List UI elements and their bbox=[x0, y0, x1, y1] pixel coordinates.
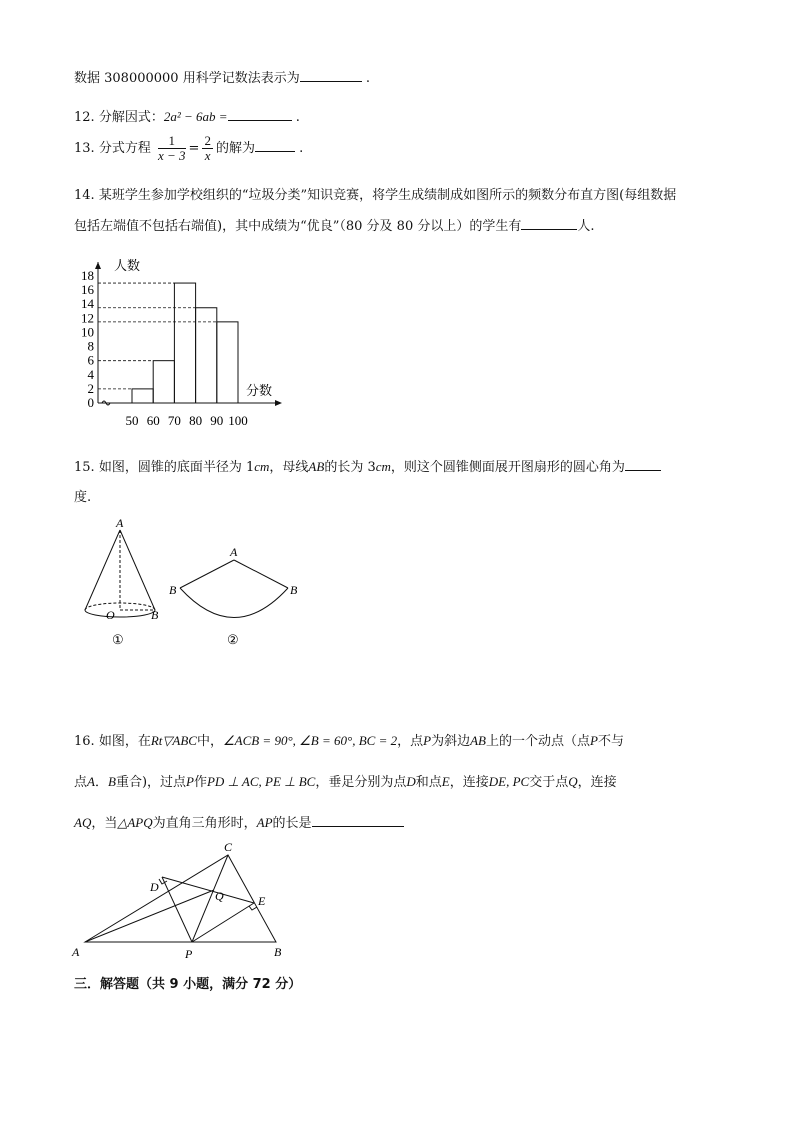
q16-text-2i: ，连接 bbox=[577, 775, 617, 790]
q14-line1: 某班学生参加学校组织的“垃圾分类”知识竞赛，将学生成绩制成如图所示的频数分布直方图(每组数据 bbox=[98, 188, 677, 203]
tri-label-e: E bbox=[258, 894, 266, 908]
cone-base-front bbox=[85, 610, 155, 617]
cone-figure bbox=[70, 512, 320, 652]
y-tick-label: 2 bbox=[87, 380, 94, 396]
q15-text-c: 的长为 3 bbox=[324, 460, 376, 475]
segment-pe bbox=[192, 903, 254, 942]
q16-text-1f: 不与 bbox=[597, 734, 624, 749]
triangle-figure bbox=[68, 838, 298, 963]
tri-label-p: P bbox=[185, 947, 193, 961]
q13-text: 分式方程 bbox=[98, 141, 151, 156]
q13-suffix: 的解为 bbox=[215, 141, 255, 156]
question-15-line1 bbox=[74, 456, 661, 475]
segment-de bbox=[162, 877, 254, 903]
q16-text-2e: ，垂足分别为点 bbox=[315, 775, 407, 790]
q16-text-1c: ，点 bbox=[397, 734, 424, 749]
q16-text-2f: 和点 bbox=[415, 775, 442, 790]
question-13 bbox=[74, 134, 303, 163]
q16-b: B bbox=[107, 774, 116, 789]
q16-q: Q bbox=[568, 774, 578, 789]
q13-fraction-left: $\frac{1}{x - 3}$ bbox=[157, 133, 186, 163]
q12-expression: 2a² − 6ab = bbox=[163, 109, 228, 124]
q16-e: E bbox=[441, 774, 450, 789]
sector-radius-right bbox=[234, 560, 288, 588]
q16-text-1b: 中， bbox=[196, 734, 223, 749]
q13-answer-blank bbox=[255, 139, 295, 152]
q15-answer-blank bbox=[625, 458, 661, 471]
y-tick-label: 0 bbox=[87, 395, 94, 410]
q15-unit-2: cm bbox=[375, 459, 391, 474]
sector-caption: ② bbox=[227, 632, 239, 647]
q16-text-2d: 作 bbox=[193, 775, 207, 790]
q16-text-2c: 重合)，过点 bbox=[115, 775, 187, 790]
histogram-bar bbox=[132, 389, 153, 403]
q16-number: 16. bbox=[74, 734, 95, 749]
x-axis-arrow bbox=[275, 400, 282, 406]
q12-text: 分解因式： bbox=[98, 110, 164, 125]
sector-label-a: A bbox=[230, 545, 238, 559]
q16-text-2h: 交于点 bbox=[529, 775, 569, 790]
q16-p2: P bbox=[590, 733, 598, 748]
question-16-line1 bbox=[74, 730, 624, 749]
q15-ab: AB bbox=[308, 459, 325, 474]
y-tick-label: 12 bbox=[81, 310, 94, 326]
y-axis-label: 人数 bbox=[114, 258, 141, 273]
x-axis-label: 分数 bbox=[246, 383, 273, 398]
triangle-abc bbox=[85, 855, 276, 942]
q16-text-3b: 为直角三角形时， bbox=[152, 816, 257, 831]
q16-answer-blank bbox=[312, 814, 404, 827]
q15-number: 15. bbox=[74, 460, 95, 475]
y-axis-arrow bbox=[95, 262, 101, 269]
q15-unit-1: cm bbox=[254, 459, 270, 474]
question-14-line1 bbox=[74, 184, 676, 203]
right-angle-mark-e bbox=[249, 906, 257, 910]
cone-label-b: B bbox=[151, 608, 159, 622]
question-16-line3 bbox=[74, 812, 404, 831]
q13-equals: = bbox=[188, 141, 200, 156]
sector-arc bbox=[180, 588, 288, 618]
q16-ab: AB bbox=[470, 733, 486, 748]
q16-p3: P bbox=[186, 774, 194, 789]
question-11 bbox=[74, 67, 370, 86]
question-15-line2 bbox=[74, 486, 91, 505]
q16-text-3a: ，当 bbox=[91, 816, 118, 831]
y-tick-label: 4 bbox=[87, 366, 94, 382]
q14-number: 14. bbox=[74, 188, 95, 203]
y-tick-label: 6 bbox=[87, 352, 94, 368]
x-tick-label: 50 bbox=[125, 413, 139, 428]
tri-label-a: A bbox=[72, 945, 80, 959]
q16-perpendiculars: PD ⊥ AC, PE ⊥ BC bbox=[206, 774, 316, 789]
x-tick-label: 90 bbox=[210, 413, 224, 428]
y-tick-label: 10 bbox=[81, 324, 94, 340]
question-16-line2 bbox=[74, 771, 617, 790]
q14-answer-blank bbox=[521, 217, 577, 230]
q16-text-2a: 点 bbox=[74, 775, 88, 790]
q15-line2: 度. bbox=[74, 490, 92, 505]
tri-label-d: D bbox=[150, 880, 159, 894]
y-tick-label: 14 bbox=[81, 296, 94, 312]
q16-condition: ∠ACB = 90°, ∠B = 60°, BC = 2 bbox=[222, 733, 398, 748]
frequency-histogram bbox=[70, 250, 310, 435]
histogram-bar bbox=[217, 322, 238, 403]
q16-text-1e: 上的一个动点（点 bbox=[485, 734, 590, 749]
q16-text-1a: 如图，在 bbox=[98, 734, 151, 749]
cone-label-o: O bbox=[106, 608, 115, 622]
q15-text-a: 如图，圆锥的底面半径为 1 bbox=[98, 460, 255, 475]
q16-p: P bbox=[423, 733, 432, 748]
q16-text-3c: 的长是 bbox=[272, 816, 312, 831]
q16-aq: AQ bbox=[74, 815, 92, 830]
q12-tail: . bbox=[295, 110, 300, 125]
q12-number: 12. bbox=[74, 110, 95, 125]
q15-text-d: ，则这个圆锥侧面展开图扇形的圆心角为 bbox=[390, 460, 625, 475]
y-tick-label: 16 bbox=[81, 282, 94, 298]
q13-number: 13. bbox=[74, 141, 95, 156]
x-tick-label: 100 bbox=[228, 413, 248, 428]
q16-de-pc: DE, PC bbox=[488, 774, 530, 789]
q16-text-1d: 为斜边 bbox=[431, 734, 471, 749]
tri-label-b: B bbox=[274, 945, 282, 959]
q16-apq: △APQ bbox=[117, 815, 153, 830]
y-tick-label: 18 bbox=[81, 268, 94, 283]
x-tick-label: 60 bbox=[146, 413, 160, 428]
q14-line2: 包括左端值不包括右端值)，其中成绩为“优良”（80 分及 80 分以上）的学生有 bbox=[74, 219, 522, 234]
cone-slant-right bbox=[120, 530, 155, 610]
segment-aq bbox=[85, 890, 214, 942]
section-3-heading: 三．解答题（共 9 小题，满分 72 分） bbox=[74, 977, 302, 992]
sector-label-b-left: B bbox=[169, 583, 177, 597]
q16-text-2b: ． bbox=[94, 775, 108, 790]
x-tick-label: 70 bbox=[167, 413, 181, 428]
q11-text: 数据 308000000 用科学记数法表示为 bbox=[74, 71, 300, 86]
histogram-bar bbox=[174, 283, 195, 403]
q16-text-2g: ，连接 bbox=[449, 775, 489, 790]
sector-radius-left bbox=[180, 560, 234, 588]
q14-suffix: 人. bbox=[577, 219, 595, 234]
question-14-line2 bbox=[74, 215, 595, 234]
cone-caption: ① bbox=[112, 632, 124, 647]
q16-ap: AP bbox=[256, 815, 273, 830]
tri-label-q: Q bbox=[215, 889, 224, 903]
q12-answer-blank bbox=[228, 108, 292, 121]
tri-label-c: C bbox=[224, 840, 233, 854]
q13-tail: . bbox=[299, 141, 304, 156]
cone-label-a: A bbox=[116, 516, 124, 530]
q11-answer-blank bbox=[300, 69, 362, 82]
q15-text-b: ，母线 bbox=[269, 460, 309, 475]
q16-d: D bbox=[406, 774, 416, 789]
cone-slant-left bbox=[85, 530, 120, 610]
q13-fraction-right: $\frac{2}{x}$ bbox=[204, 133, 211, 163]
sector-label-b-right: B bbox=[290, 583, 298, 597]
y-tick-label: 8 bbox=[87, 338, 94, 354]
question-12 bbox=[74, 106, 300, 125]
q16-triangle: Rt▽ABC bbox=[150, 733, 197, 748]
histogram-bar bbox=[153, 361, 174, 403]
q16-a: A bbox=[87, 774, 95, 789]
q11-tail: . bbox=[365, 71, 370, 86]
x-tick-label: 80 bbox=[189, 413, 203, 428]
